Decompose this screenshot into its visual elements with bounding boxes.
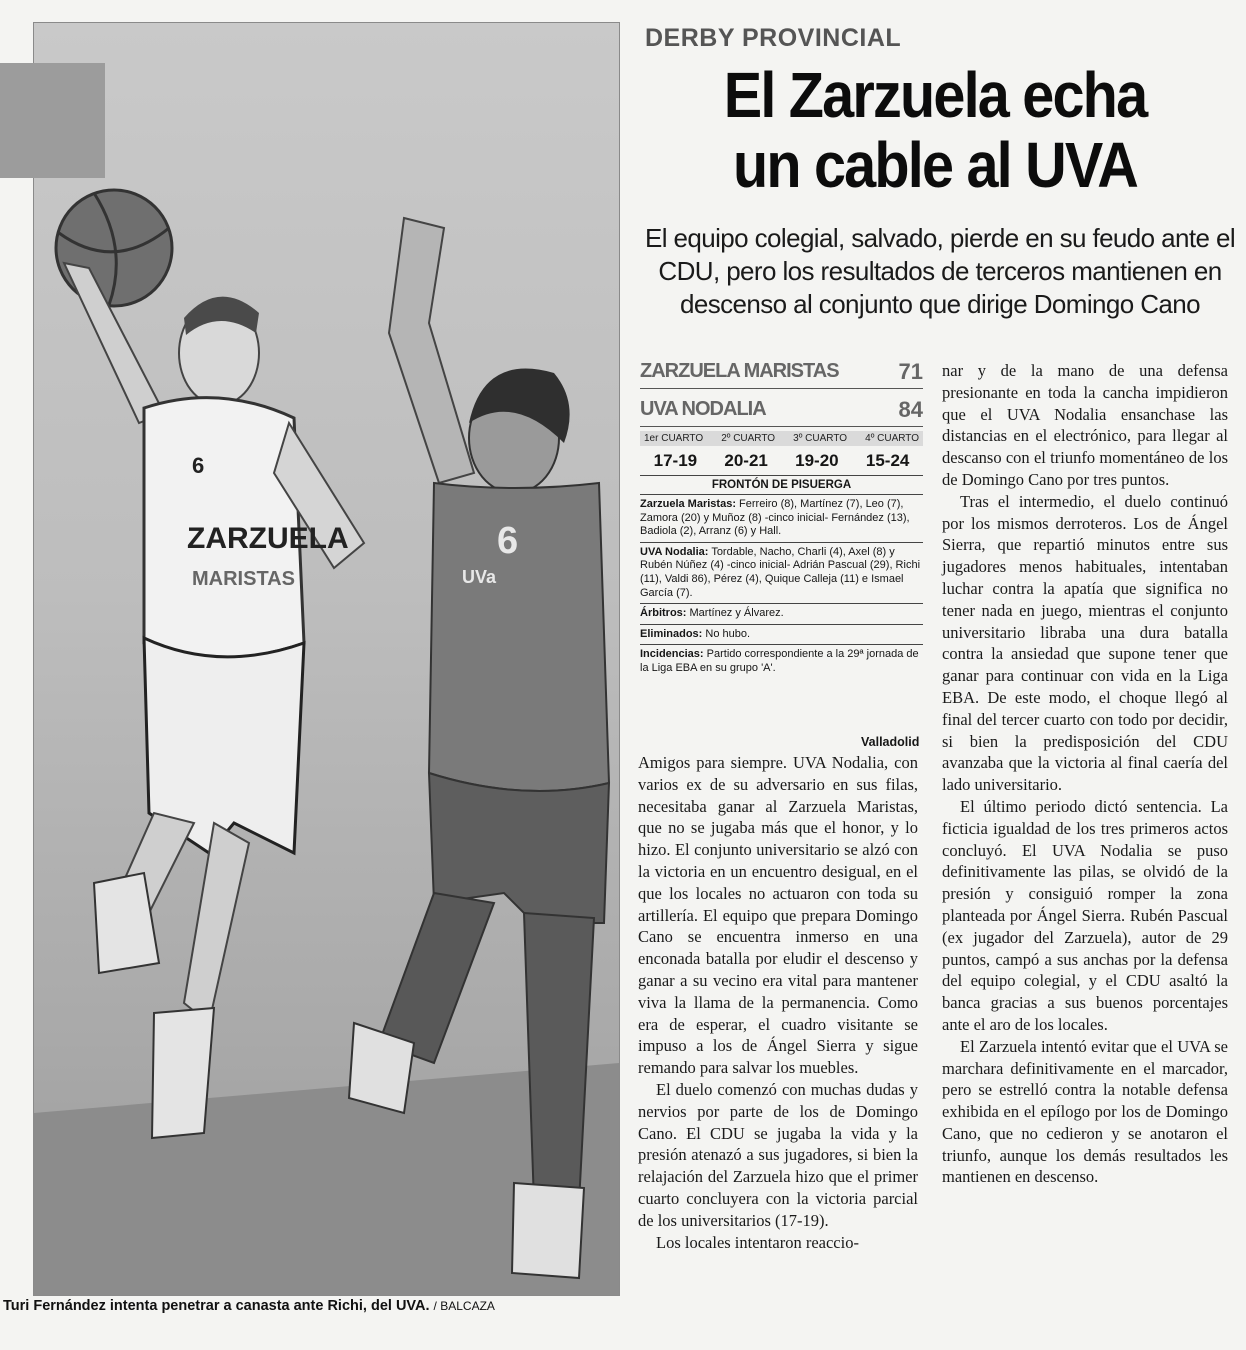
ejected bbox=[640, 625, 923, 646]
away-jersey-number: 6 bbox=[497, 520, 519, 562]
quarter-score: 17-19 bbox=[653, 451, 698, 470]
quarter-score: 15-24 bbox=[865, 451, 910, 470]
home-jersey-line2: MARISTAS bbox=[192, 568, 295, 590]
ejected-label: Eliminados: bbox=[640, 627, 703, 640]
paragraph: Amigos para siempre. UVA Nodalia, con varios ex de su adversario en sus filas, necesitaba ganar al Zarzuela Maristas, que no se jugaba más que el honor, y lo hizo. El conjunto universitario se alzó con la victoria en un encuentro desigual, en el que los locales no actuaron con toda su artillería. El equipo que prepara Domingo Cano se encuentra inmerso en una enconada batalla por eludir el descenso y ganar a su vecino era vital para mantener viva la llama de la permanencia. Como era de esperar, el cuadro visitante se impuso a los de Ángel Sierra y sigue remando para salvar los muebles. bbox=[638, 753, 918, 1078]
home-lineup bbox=[640, 495, 923, 543]
basketball-players-illustration bbox=[34, 23, 619, 1295]
photo-caption bbox=[3, 1298, 623, 1314]
paragraph: nar y de la mano de una defensa presionante en toda la cancha impidieron que el UVA Nodalia ensanchase las distancias en el electrónico, para llegar al descanso con el triunfo momentáneo de los de Domingo Cano por tres puntos. bbox=[942, 361, 1228, 489]
home-team-points: 71 bbox=[898, 358, 923, 384]
headline-line-2: un cable al UVA bbox=[732, 129, 1138, 201]
home-jersey-number: 6 bbox=[192, 453, 205, 478]
headline-line-1: El Zarzuela echa bbox=[723, 59, 1147, 131]
away-team-name: UVA NODALIA bbox=[640, 398, 766, 420]
quarter-scores bbox=[640, 446, 923, 476]
margin-tab bbox=[0, 63, 105, 178]
quarter-score: 20-21 bbox=[724, 451, 768, 470]
away-lineup bbox=[640, 543, 923, 604]
away-lineup-text: Tordable, Nacho, Charli (4), Axel (8) y Rubén Núñez (4) -cinco inicial- Adrián Pascual (29), Richi (11), Valdi 86), Pérez (4), Quique Calleja (11) e Ismael García (7). bbox=[640, 545, 921, 599]
paragraph: El último periodo dictó sentencia. La ficticia igualdad de los tres primeros actos concluyó. El UVA Nodalia se puso definitivamente las pilas, se olvidó de la presión y consiguió romper la zona planteada por Ángel Sierra. Rubén Pascual (ex jugador del Zarzuela), autor de 29 puntos, campó a sus anchas por la defensa del equipo colegial, y el CDU asaltó la banca gracias a sus buenos porcentajes ante el aro de los locales. bbox=[942, 796, 1228, 1034]
home-team-name: ZARZUELA MARISTAS bbox=[640, 360, 839, 382]
quarter-score: 19-20 bbox=[795, 451, 839, 470]
paragraph: Los locales intentaron reaccio- bbox=[656, 1232, 859, 1252]
kicker: DERBY PROVINCIAL bbox=[645, 24, 902, 52]
scoreboard bbox=[640, 355, 923, 679]
subheadline: El equipo colegial, salvado, pierde en su feudo ante el CDU, pero los resultados de terceros mantienen en descenso al conjunto que dirige Domingo Cano bbox=[645, 223, 1235, 319]
news-photo bbox=[33, 22, 620, 1296]
home-lineup-label: Zarzuela Maristas: bbox=[640, 498, 736, 510]
referees bbox=[640, 604, 923, 625]
paragraph: El Zarzuela intentó evitar que el UVA se marchara definitivamente en el marcador, pero se estrelló contra la notable defensa exhibida en el epílogo por los de Domingo Cano, que no cedieron y se anotaron el triunfo, aunque los demás resultados les mantienen en descenso. bbox=[942, 1036, 1228, 1187]
referees-label: Árbitros: bbox=[640, 607, 687, 620]
paragraph: Tras el intermedio, el duelo continuó por los mismos derroteros. Los de Ángel Sierra, que repartió minutos entre sus jugadores menos habituales, intentaban luchar contra la apatía que significa no tener nada en juego, mientras el conjunto universitario libraba una dura batalla contra la ansiedad que supone tener que ganar para continuar con vida en la Liga EBA. De este modo, el choque llegó al final del tercer cuarto con todo por decidir, si bien la predisposición del CDU avanzaba que la victoria al final caería del lado universitario. bbox=[942, 491, 1228, 795]
ejected-text: No hubo. bbox=[705, 627, 751, 640]
quarter-header: 1er CUARTO bbox=[644, 433, 704, 444]
away-team-points: 84 bbox=[898, 396, 923, 422]
quarter-headers bbox=[640, 431, 923, 446]
quarter-header: 3º CUARTO bbox=[793, 433, 848, 444]
article-column-2 bbox=[942, 360, 1228, 1188]
venue: FRONTÓN DE PISUERGA bbox=[640, 476, 923, 495]
referees-text: Martínez y Álvarez. bbox=[689, 607, 784, 620]
incidents-label: Incidencias: bbox=[640, 648, 704, 661]
home-lineup-text: Ferreiro (8), Martínez (7), Leo (7), Zamora (20) y Muñoz (8) -cinco inicial- Fernández (13), Badiola (2), Arranz (6) y Hall. bbox=[640, 498, 910, 538]
away-jersey-text: UVa bbox=[462, 567, 497, 587]
incidents-text: Partido correspondiente a la 29ª jornada de la Liga EBA en su grupo 'A'. bbox=[640, 648, 919, 674]
headline bbox=[665, 60, 1205, 200]
quarter-header: 4º CUARTO bbox=[865, 433, 919, 444]
quarter-header: 2º CUARTO bbox=[721, 433, 776, 444]
dateline: Valladolid bbox=[861, 735, 920, 749]
incidents bbox=[640, 645, 923, 678]
home-team-row bbox=[640, 355, 923, 389]
away-lineup-label: UVA Nodalia: bbox=[640, 545, 709, 558]
paragraph: El duelo comenzó con muchas dudas y nervios por parte de los de Domingo Cano. El CDU se jugaba la vida y la presión atenazó a sus jugadores, si bien la relajación del Zarzuela hizo que el primer cuarto concluyera con la victoria parcial de los universitarios (17-19). bbox=[638, 1079, 918, 1230]
article-column-1 bbox=[638, 752, 918, 1253]
away-team-row bbox=[640, 393, 923, 427]
home-jersey-line1: ZARZUELA bbox=[187, 522, 349, 555]
caption-text: Turi Fernández intenta penetrar a canasta ante Richi, del UVA. bbox=[3, 1298, 430, 1314]
caption-credit: / BALCAZA bbox=[433, 1299, 495, 1313]
home-player bbox=[64, 263, 364, 1138]
